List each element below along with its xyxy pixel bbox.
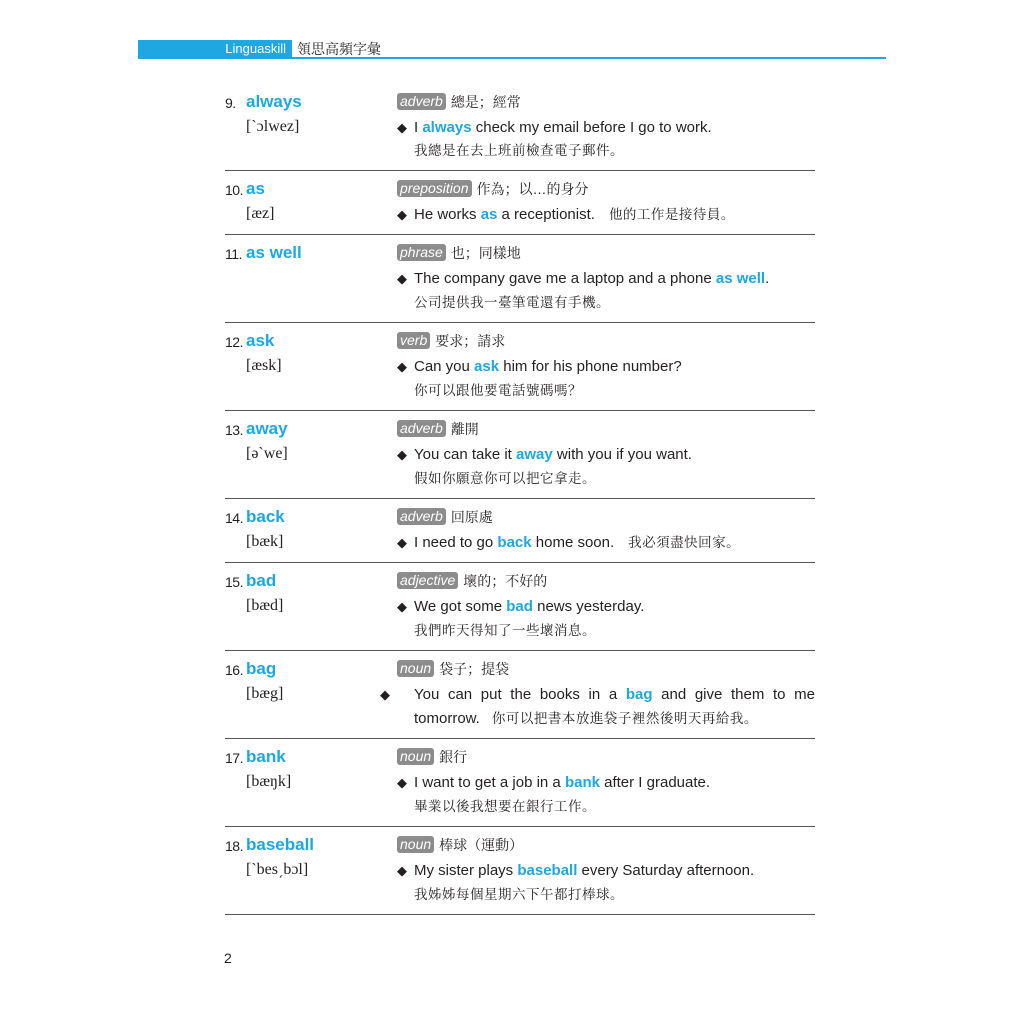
vocab-entry: [225, 499, 815, 563]
entry-number: 11.: [225, 246, 242, 262]
entry-meaning: 壞的；不好的: [463, 573, 548, 589]
example-sentence: ◆ He works as a receptionist. 他的工作是接待員。: [397, 204, 815, 226]
pos-badge: adverb: [397, 93, 446, 110]
entry-word: baseball: [246, 835, 315, 854]
example-translation: 畢業以後我想要在銀行工作。: [414, 799, 596, 814]
diamond-bullet-icon: ◆: [397, 447, 407, 462]
entry-word: as: [246, 179, 265, 198]
highlighted-word: baseball: [517, 862, 578, 879]
entry-phonetic: [bæd]: [246, 597, 284, 614]
page-number: 2: [224, 950, 232, 966]
diamond-bullet-icon: ◆: [397, 535, 407, 550]
vocab-entry: [225, 739, 815, 827]
pos-badge: adverb: [397, 508, 446, 525]
vocabulary-list: [225, 84, 815, 915]
example-translation: 公司提供我一臺筆電還有手機。: [414, 295, 610, 310]
diamond-bullet-icon: ◆: [380, 687, 390, 702]
diamond-bullet-icon: ◆: [397, 863, 407, 878]
example-translation: 你可以把書本放進袋子裡然後明天再給我。: [491, 711, 758, 726]
header-title: 領思高頻字彙: [297, 41, 381, 57]
diamond-bullet-icon: ◆: [397, 207, 407, 222]
entry-number: 18.: [225, 838, 243, 854]
pos-badge: noun: [397, 748, 434, 765]
highlighted-word: back: [497, 534, 532, 551]
entry-word: as well: [246, 243, 302, 262]
example-sentence: ◆ I always check my email before I go to work.: [397, 117, 815, 139]
pos-badge: adverb: [397, 420, 446, 437]
header-rule: [138, 57, 886, 59]
example-sentence: ◆ The company gave me a laptop and a phone as well.: [397, 268, 815, 290]
example-translation: 我姊姊每個星期六下午都打棒球。: [414, 887, 624, 902]
entry-meaning: 銀行: [439, 749, 468, 765]
entry-meaning: 袋子；提袋: [439, 661, 510, 677]
entry-number: 13.: [225, 422, 243, 438]
highlighted-word: always: [422, 119, 472, 136]
entry-meaning: 離開: [450, 421, 479, 437]
example-sentence: ◆ My sister plays baseball every Saturday afternoon.: [397, 860, 815, 882]
entry-phonetic: [æsk]: [246, 357, 282, 374]
example-sentence: ◆ I want to get a job in a bank after I graduate.: [397, 772, 815, 794]
entry-word: away: [246, 419, 288, 438]
pos-badge: phrase: [397, 244, 446, 261]
highlighted-word: as well: [715, 270, 766, 287]
example-translation: 我必須盡快回家。: [628, 535, 741, 550]
diamond-bullet-icon: ◆: [397, 359, 407, 374]
entry-meaning: 也；同樣地: [450, 245, 521, 261]
example-translation: 我總是在去上班前檢查電子郵件。: [414, 143, 624, 158]
example-sentence: ◆ I need to go back home soon. 我必須盡快回家。: [397, 532, 815, 554]
entry-phonetic: [bæg]: [246, 685, 284, 702]
example-translation: 你可以跟他要電話號碼嗎？: [414, 383, 582, 398]
vocab-entry: [225, 171, 815, 235]
entry-word: bad: [246, 571, 277, 590]
example-sentence: ◆ Can you ask him for his phone number?: [397, 356, 815, 378]
highlighted-word: ask: [474, 358, 500, 375]
example-sentence: ◆ We got some bad news yesterday.: [397, 596, 815, 618]
pos-badge: noun: [397, 660, 434, 677]
highlighted-word: bag: [625, 686, 653, 703]
example-sentence: ◆ You can take it away with you if you want.: [397, 444, 815, 466]
highlighted-word: bank: [564, 774, 600, 791]
diamond-bullet-icon: ◆: [397, 271, 407, 286]
vocab-entry: [225, 651, 815, 739]
entry-word: bag: [246, 659, 277, 678]
highlighted-word: bad: [506, 598, 533, 615]
example-translation: 我們昨天得知了一些壞消息。: [414, 623, 596, 638]
entry-meaning: 作為；以…的身分: [476, 181, 589, 197]
example-translation: 他的工作是接待員。: [608, 207, 735, 222]
pos-badge: adjective: [397, 572, 458, 589]
entry-meaning: 總是；經常: [450, 94, 521, 110]
entry-number: 16.: [225, 662, 243, 678]
vocab-entry: [225, 411, 815, 499]
entry-phonetic: [ˋɔlwez]: [246, 118, 300, 135]
entry-meaning: 棒球（運動）: [439, 837, 524, 853]
header-brand: Linguaskill: [225, 41, 286, 56]
diamond-bullet-icon: ◆: [397, 120, 407, 135]
entry-word: bank: [246, 747, 286, 766]
highlighted-word: away: [516, 446, 553, 463]
vocab-entry: [225, 323, 815, 411]
entry-number: 9.: [225, 95, 236, 111]
example-sentence-continued: tomorrow. 你可以把書本放進袋子裡然後明天再給我。: [414, 710, 758, 727]
entry-phonetic: [əˋwe]: [246, 445, 288, 462]
example-sentence: ◆ You can put the books in a bag and give them to me: [397, 684, 815, 706]
entry-number: 17.: [225, 750, 243, 766]
entry-number: 10.: [225, 182, 243, 198]
vocab-entry: [225, 84, 815, 171]
pos-badge: preposition: [397, 180, 472, 197]
entry-word: always: [246, 92, 302, 111]
entry-meaning: 回原處: [450, 509, 493, 525]
highlighted-word: as: [480, 206, 498, 223]
example-translation: 假如你願意你可以把它拿走。: [414, 471, 596, 486]
vocab-entry: [225, 563, 815, 651]
diamond-bullet-icon: ◆: [397, 599, 407, 614]
running-header: [138, 40, 886, 58]
pos-badge: noun: [397, 836, 434, 853]
entry-meaning: 要求；請求: [435, 333, 506, 349]
entry-phonetic: [æz]: [246, 205, 275, 222]
entry-number: 14.: [225, 510, 243, 526]
entry-word: back: [246, 507, 285, 526]
entry-number: 12.: [225, 334, 243, 350]
entry-phonetic: [bæk]: [246, 533, 284, 550]
vocab-entry: [225, 235, 815, 323]
header-brand-bar: [138, 40, 292, 58]
entry-number: 15.: [225, 574, 243, 590]
diamond-bullet-icon: ◆: [397, 775, 407, 790]
pos-badge: verb: [397, 332, 430, 349]
entry-phonetic: [bæŋk]: [246, 773, 292, 790]
entry-word: ask: [246, 331, 275, 350]
entry-phonetic: [ˋbes͵bɔl]: [246, 861, 309, 878]
vocab-entry: [225, 827, 815, 915]
